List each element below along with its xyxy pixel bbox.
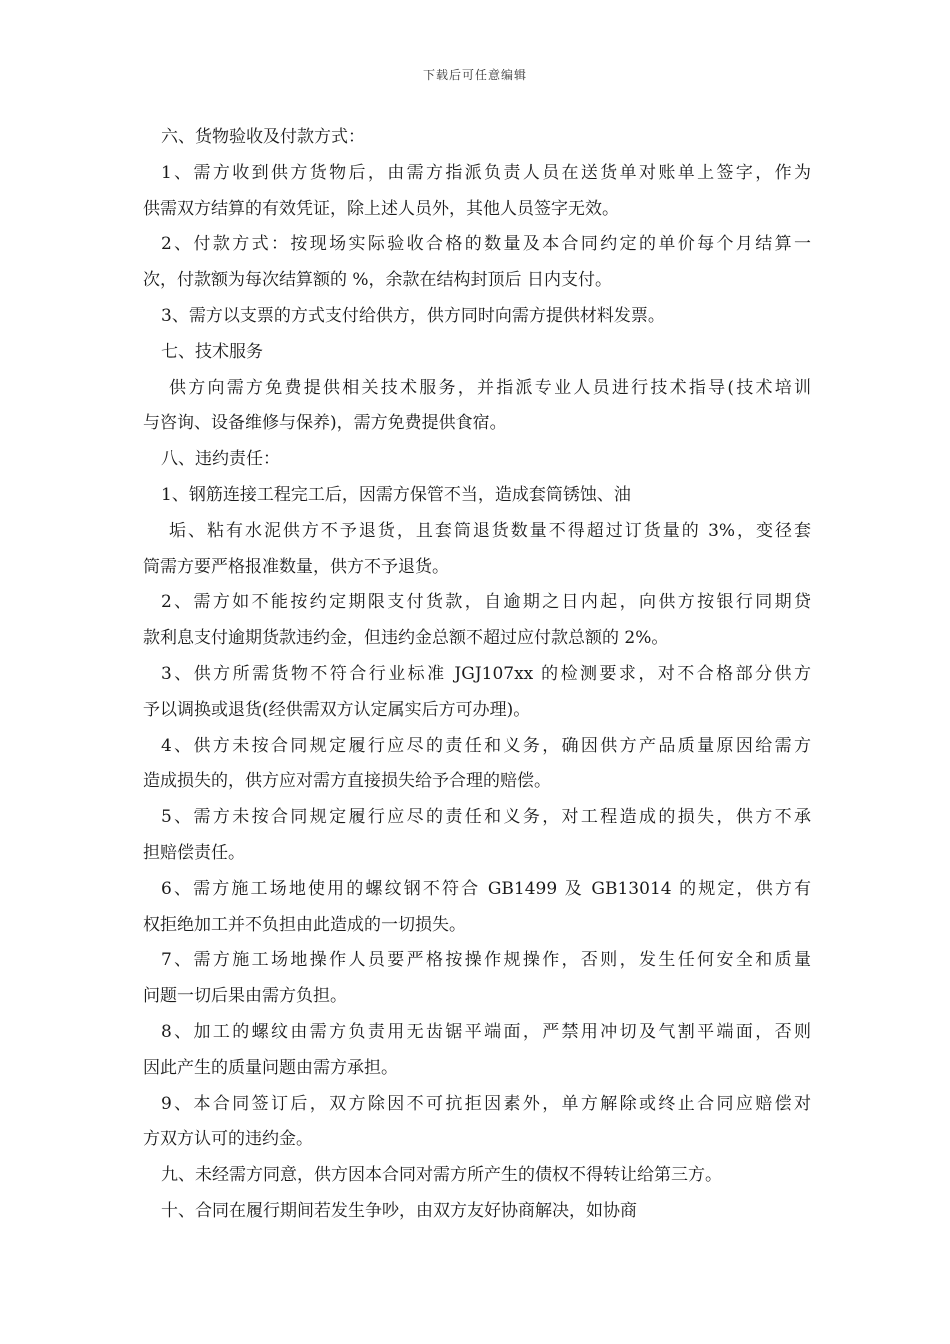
paragraph-line: 1、钢筋连接工程完工后，因需方保管不当，造成套筒锈蚀、油 (161, 484, 631, 505)
paragraph-line: 5、需方未按合同规定履行应尽的责任和义务，对工程造成的损失，供方不承 (161, 807, 811, 828)
section-heading: 七、技术服务 (161, 341, 263, 362)
paragraph-line: 予以调换或退货(经供需双方认定属实后方可办理)。 (143, 699, 531, 720)
paragraph-line: 2、需方如不能按约定期限支付货款，自逾期之日内起，向供方按银行同期贷 (161, 592, 811, 613)
paragraph-line: 4、供方未按合同规定履行应尽的责任和义务，确因供方产品质量原因给需方 (161, 735, 811, 756)
paragraph-line: 与咨询、设备维修与保养)，需方免费提供食宿。 (143, 413, 507, 434)
paragraph-line: 方双方认可的违约金。 (143, 1129, 313, 1150)
paragraph-line: 次，付款额为每次结算额的 %，余款在结构封顶后 日内支付。 (143, 270, 612, 291)
paragraph-line: 2、付款方式：按现场实际验收合格的数量及本合同约定的单价每个月结算一 (161, 234, 811, 255)
section-heading: 十、合同在履行期间若发生争吵，由双方友好协商解决，如协商 (161, 1200, 637, 1221)
paragraph-line: 9、本合同签订后，双方除因不可抗拒因素外，单方解除或终止合同应赔偿对 (161, 1093, 811, 1114)
paragraph-line: 造成损失的，供方应对需方直接损失给予合理的赔偿。 (143, 771, 551, 792)
section-heading: 八、违约责任： (161, 449, 280, 470)
paragraph-line: 垢、粘有水泥供方不予退货，且套筒退货数量不得超过订货量的 3%，变径套 (169, 520, 811, 541)
paragraph-line: 供需双方结算的有效凭证，除上述人员外，其他人员签字无效。 (143, 198, 619, 219)
paragraph-line: 3、需方以支票的方式支付给供方，供方同时向需方提供材料发票。 (161, 305, 665, 326)
paragraph-line: 筒需方要严格报准数量，供方不予退货。 (143, 556, 449, 577)
paragraph-line: 问题一切后果由需方负担。 (143, 986, 347, 1007)
paragraph-line: 权拒绝加工并不负担由此造成的一切损失。 (143, 914, 466, 935)
paragraph-line: 担赔偿责任。 (143, 842, 245, 863)
page-header: 下载后可任意编辑 (422, 68, 527, 82)
paragraph-line: 供方向需方免费提供相关技术服务，并指派专业人员进行技术指导(技术培训 (169, 377, 811, 398)
section-heading: 九、未经需方同意，供方因本合同对需方所产生的债权不得转让给第三方。 (161, 1165, 722, 1186)
paragraph-line: 因此产生的质量问题由需方承担。 (143, 1057, 398, 1078)
paragraph-line: 6、需方施工场地使用的螺纹钢不符合 GB1499 及 GB13014 的规定，供方有 (161, 878, 811, 899)
paragraph-line: 3、供方所需货物不符合行业标准 JGJ107xx 的检测要求，对不合格部分供方 (161, 663, 811, 684)
paragraph-line: 款利息支付逾期货款违约金，但违约金总额不超过应付款总额的 2%。 (143, 628, 669, 649)
section-heading: 六、货物验收及付款方式： (161, 127, 365, 147)
document-body (143, 120, 811, 1230)
paragraph-line: 1、需方收到供方货物后，由需方指派负责人员在送货单对账单上签字，作为 (161, 162, 811, 183)
paragraph-line: 7、需方施工场地操作人员要严格按操作规操作，否则，发生任何安全和质量 (161, 950, 811, 971)
paragraph-line: 8、加工的螺纹由需方负责用无齿锯平端面，严禁用冲切及气割平端面，否则 (161, 1021, 811, 1042)
